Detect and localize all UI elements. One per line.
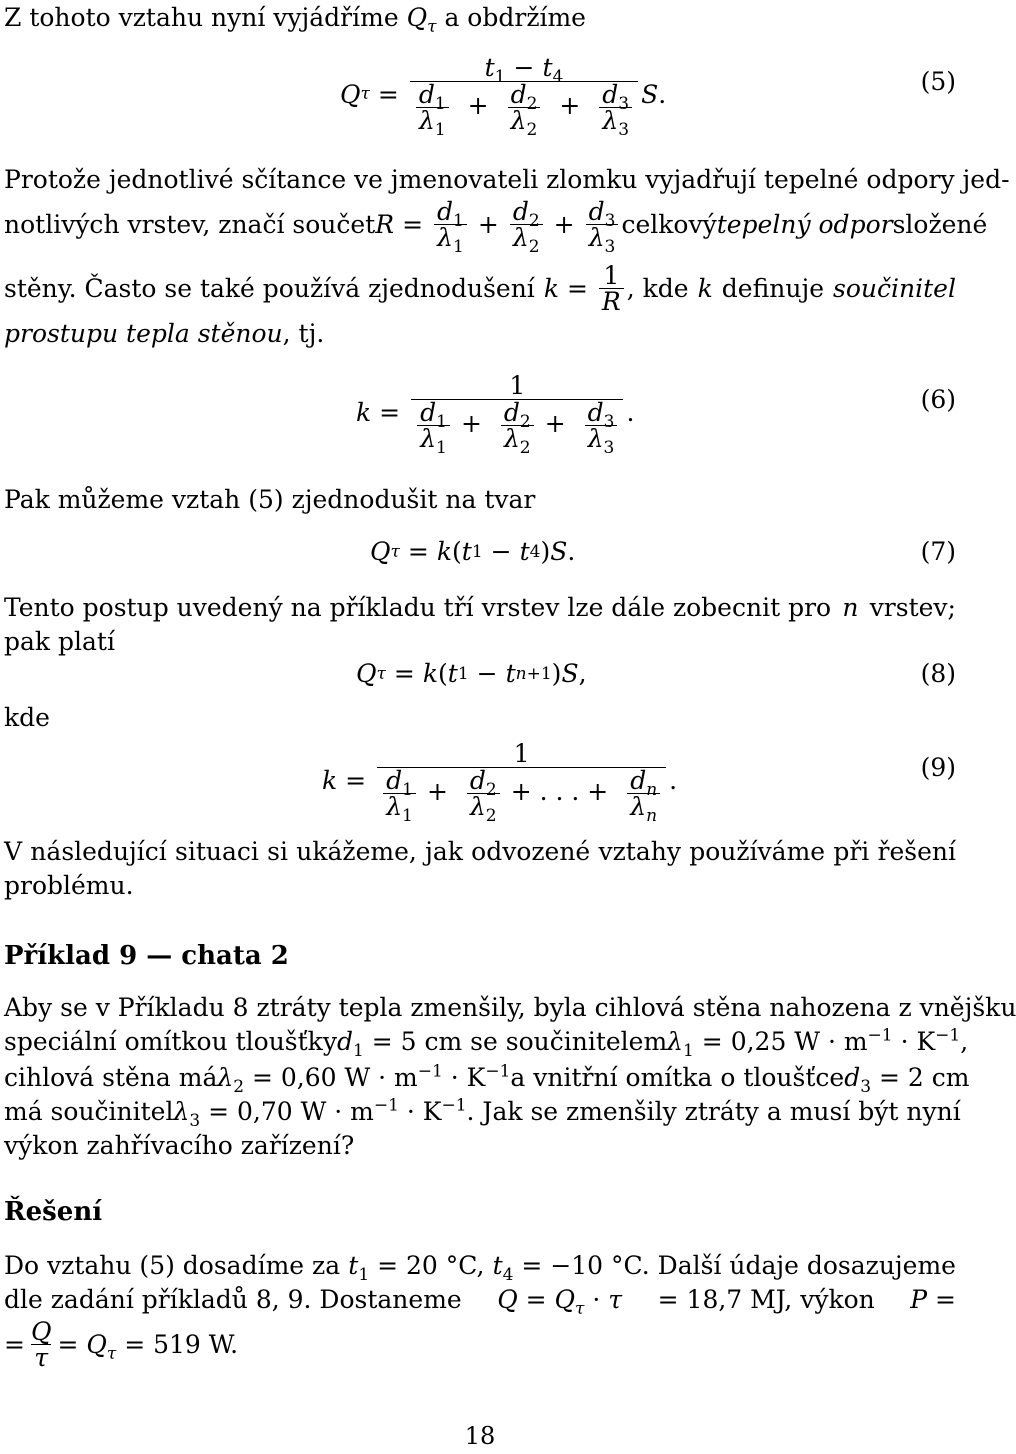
equation-number: (8) [920, 659, 956, 688]
paragraph-line: pak platí [4, 627, 115, 656]
paragraph-line: notlivých vrstev, značí součet R = $\frac{d_1}{\lambda_1}$ + $\frac{d_2}{\lambda_2}$ + $\frac{d_3}{\lambda_3}$ celkový tepelný odpor složené [4, 196, 988, 257]
paragraph-line: = $\frac{Q}{\tau}$ = $Q_\tau = 519$ W. [4, 1316, 239, 1372]
intro-tail: a obdržíme [444, 3, 586, 32]
paragraph-line: Do vztahu (5) dosadíme za $t_1 = 20$ °C, $t_4 = -10$ °C. Další údaje dosazujeme [4, 1251, 956, 1285]
paragraph-line: Protože jednotlivé sčítance ve jmenovateli zlomku vyjadřují tepelné odpory jed- [4, 165, 1010, 194]
paragraph-line: speciální omítkou tloušťky $d_1 = 5$ cm se součinitelem $\lambda_1 = 0,25$ $W \cdot m^{-1} \cdot K^{-1}$, [4, 1025, 969, 1061]
paragraph-line: Aby se v Příkladu 8 ztráty tepla zmenšily, byla cihlová stěna nahozena z vnějšku [4, 993, 1016, 1022]
equation-number: (5) [920, 67, 956, 96]
equation-number: (9) [920, 753, 956, 782]
paragraph-line: V následující situaci si ukážeme, jak odvozené vztahy používáme při řešení [4, 837, 956, 866]
paragraph-line: dle zadání příkladů 8, 9. Dostaneme $Q = Q_\tau \cdot \tau$ = 18,7 MJ, výkon P = [4, 1285, 956, 1319]
equation-number: (7) [920, 537, 956, 566]
paragraph-line: výkon zahřívacího zařízení? [4, 1131, 355, 1160]
page-number: 18 [464, 1422, 496, 1450]
intro-line: Z tohoto vztahu nyní vyjádříme $Q_\tau$ a obdržíme [4, 3, 586, 37]
equation-8: Q τ = k ( t 1 − t n +1 ) S , (8) [0, 656, 960, 696]
paragraph-line: prostupu tepla stěnou, tj. [4, 319, 325, 348]
paragraph-line: kde [4, 703, 50, 732]
paragraph-line: stěny. Často se také používá zjednodušení k = $\frac{1}{R}$ , kde k definuje součinitel [4, 260, 956, 316]
equation-7: Q τ = k ( t 1 − t 4 ) S . (7) [0, 534, 960, 574]
paragraph-line: problému. [4, 871, 134, 900]
paragraph-line: cihlová stěna má $\lambda_2 = 0,60$ $W \cdot m^{-1} \cdot K^{-1}$ a vnitřní omítka o tloušťce $d_3 = 2$ cm [4, 1061, 970, 1097]
equation-9: k = 1 $\frac{d_1}{\lambda_1}$ + $\frac{d_2}{\lambda_2}$ + . . . + $\frac{d_n}{\lambda_n}$ . (9) [322, 738, 956, 827]
intro-text: Z tohoto vztahu nyní vyjádříme [4, 3, 399, 32]
paragraph-line: Pak můžeme vztah (5) zjednodušit na tvar [4, 485, 536, 514]
solution-heading: Řešení [4, 1197, 103, 1227]
equation-6: k = 1 $\frac{d_1}{\lambda_1}$ + $\frac{d_2}{\lambda_2}$ + $\frac{d_3}{\lambda_3}$ . (6) [356, 370, 956, 459]
example-heading: Příklad 9 — chata 2 [4, 941, 289, 971]
paragraph-line: má součinitel $\lambda_3 = 0,70$ $W \cdot m^{-1} \cdot K^{-1}$. Jak se zmenšily ztráty a musí být nyní [4, 1095, 961, 1131]
equation-5: Q τ = $t_1 - t_4$ $\frac{d_1}{\lambda_1}$ + $\frac{d_2}{\lambda_2}$ + $\frac{d_3}{\lambda_3}$ S . (5) [340, 52, 956, 141]
equation-number: (6) [920, 385, 956, 414]
paragraph-line: Tento postup uvedený na příkladu tří vrstev lze dále zobecnit pro n vrstev; [4, 593, 956, 622]
